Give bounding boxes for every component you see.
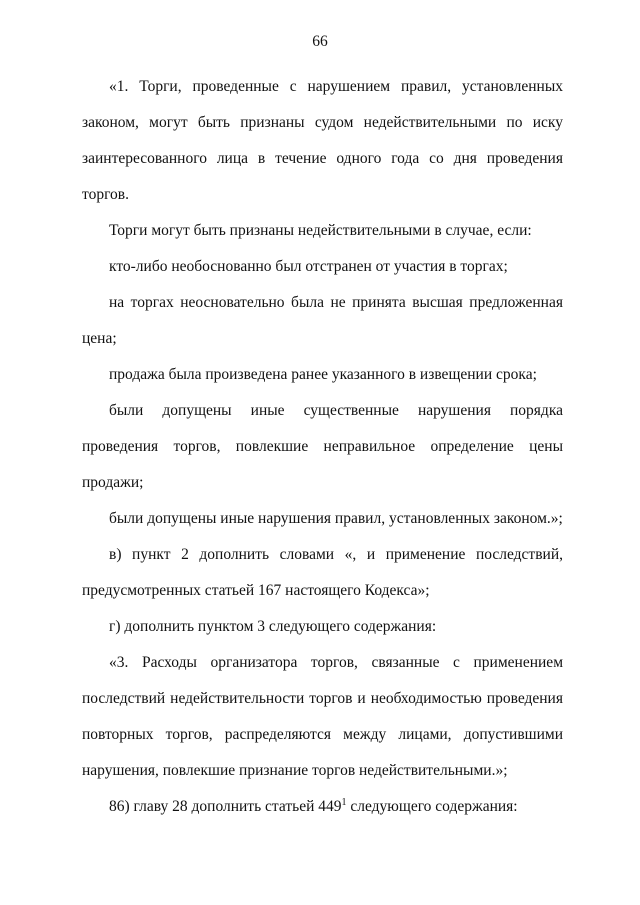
paragraph-11-text-end: следующего содержания:: [346, 798, 518, 815]
paragraph-2: Торги могут быть признаны недействительными в случае, если:: [109, 222, 532, 239]
paragraph-4: на торгах неосновательно была не принята высшая предложенная цена;: [82, 294, 563, 347]
paragraph-11: [82, 789, 563, 825]
paragraph-10: «3. Расходы организатора торгов, связанные с применением последствий недействительности торгов и необходимостью проведения повторных торгов, распределяются между лицами, допустившими нарушения, повлекшие признание торгов недействительными.»;: [82, 654, 563, 779]
paragraph-8: в) пункт 2 дополнить словами «, и применение последствий, предусмотренных статьей 167 настоящего Кодекса»;: [82, 546, 563, 599]
page-number: 66: [312, 33, 328, 50]
paragraph-3: кто-либо необоснованно был отстранен от участия в торгах;: [109, 258, 508, 275]
article-superscript: 1: [341, 797, 347, 808]
paragraph-7: были допущены иные нарушения правил, установленных законом.»;: [109, 510, 563, 527]
paragraph-5: продажа была произведена ранее указанного в извещении срока;: [109, 366, 537, 383]
paragraph-1: «1. Торги, проведенные с нарушением правил, установленных законом, могут быть признаны судом недействительными по иску заинтересованного лица в течение одного года со дня проведения торгов.: [82, 78, 563, 203]
paragraph-9: г) дополнить пунктом 3 следующего содержания:: [109, 618, 437, 635]
paragraph-6: были допущены иные существенные нарушения порядка проведения торгов, повлекшие неправильное определение цены продажи;: [82, 402, 563, 491]
paragraph-11-text: 86) главу 28 дополнить статьей 449: [109, 798, 342, 815]
document-body: [82, 69, 563, 825]
